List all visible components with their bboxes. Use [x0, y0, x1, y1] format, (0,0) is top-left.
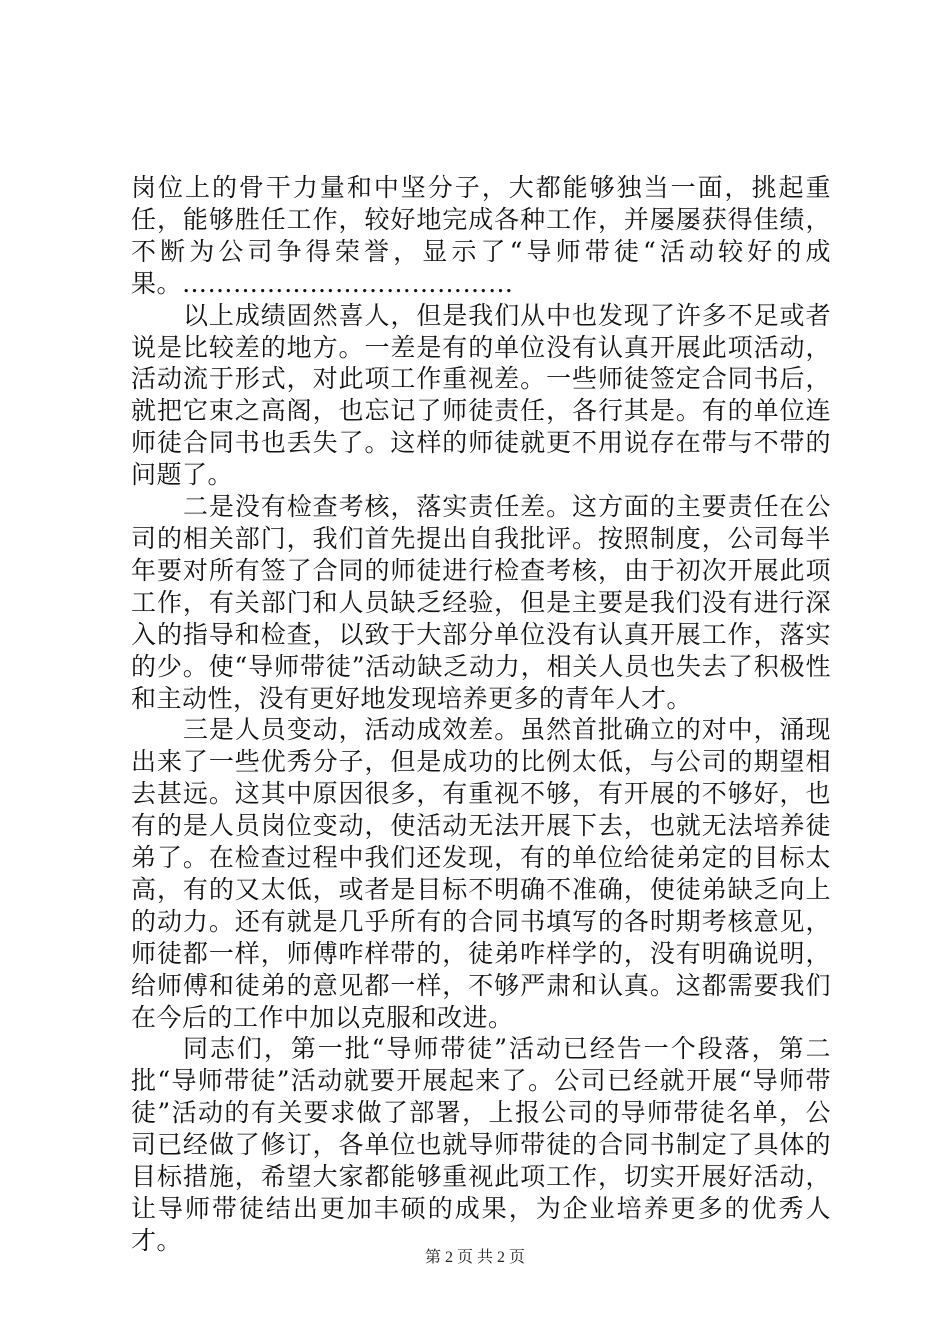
paragraph-5: 同志们，第一批“导师带徒”活动已经告一个段落，第二批“导师带徒”活动就要开展起来了。公司已经就开展“导师带徒”活动的有关要求做了部署，上报公司的导师带徒名单，公司已经做了修订，各单位也就导师带徒的合同书制定了具体的目标措施，希望大家都能够重视此项工作，切实开展好活动，让导师带徒结出更加丰硕的成果，为企业培养更多的优秀人才。 — [131, 1034, 831, 1255]
paragraph-3: 二是没有检查考核，落实责任差。这方面的主要责任在公司的相关部门，我们首先提出自我批评。按照制度，公司每半年要对所有签了合同的师徒进行检查考核，由于初次开展此项工作，有关部门和人员缺乏经验，但是主要是我们没有进行深入的指导和检查，以致于大部分单位没有认真开展工作，落实的少。使“导师带徒”活动缺乏动力，相关人员也失去了积极性和主动性，没有更好地发现培养更多的青年人才。 — [131, 492, 831, 713]
page-number-footer: 第 2 页 共 2 页 — [424, 1249, 525, 1266]
paragraph-1: 岗位上的骨干力量和中坚分子，大都能够独当一面，挑起重任，能够胜任工作，较好地完成各种工作，并屡屡获得佳绩，不断为公司争得荣誉，显示了“导师带徒“活动较好的成果。………………………………… — [131, 173, 831, 298]
paragraph-2: 以上成绩固然喜人，但是我们从中也发现了许多不足或者说是比较差的地方。一差是有的单位没有认真开展此项活动，活动流于形式，对此项工作重视差。一些师徒签定合同书后，就把它束之高阁，也忘记了师徒责任，各行其是。有的单位连师徒合同书也丢失了。这样的师徒就更不用说存在带与不带的问题了。 — [131, 300, 831, 490]
document-body — [131, 172, 831, 1257]
paragraph-4: 三是人员变动，活动成效差。虽然首批确立的对中，涌现出来了一些优秀分子，但是成功的比例太低，与公司的期望相去甚远。这其中原因很多，有重视不够，有开展的不够好，也有的是人员岗位变动，使活动无法开展下去，也就无法培养徒弟了。在检查过程中我们还发现，有的单位给徒弟定的目标太高，有的又太低，或者是目标不明确不准确，使徒弟缺乏向上的动力。还有就是几乎所有的合同书填写的各时期考核意见，师徒都一样，师傅咋样带的，徒弟咋样学的，没有明确说明，给师傅和徒弟的意见都一样，不够严肃和认真。这都需要我们在今后的工作中加以克服和改进。 — [131, 715, 831, 1032]
